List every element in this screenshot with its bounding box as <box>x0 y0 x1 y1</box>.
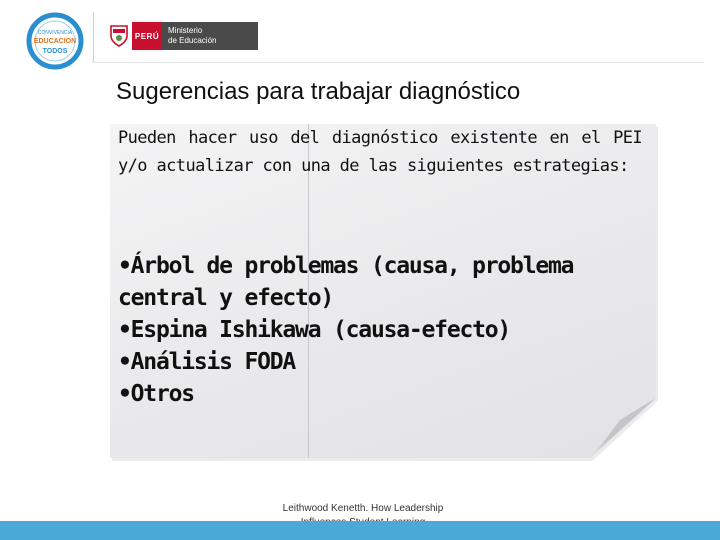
shield-icon <box>106 22 132 50</box>
list-item: •Árbol de problemas (causa, problema central y efecto) <box>118 253 574 311</box>
card-intro-text: Pueden hacer uso del diagnóstico existente en el PEI y/o actualizar con una de las siguientes estrategias: <box>118 128 642 176</box>
header-divider <box>93 12 94 62</box>
header-rule <box>92 62 704 63</box>
peru-label: PERÚ <box>132 22 162 50</box>
footer-bar <box>0 521 720 540</box>
citation-line-1: Leithwood Kenetth. How Leadership <box>282 503 444 514</box>
svg-text:EDUCACION: EDUCACION <box>33 38 77 45</box>
list-item: •Espina Ishikawa (causa-efecto) <box>118 317 511 343</box>
ministerio-line-2: de Educación <box>168 36 217 45</box>
ministerio-line-1: Ministerio <box>168 26 203 35</box>
list-item: •Otros <box>118 381 194 407</box>
svg-text:TODOS: TODOS <box>42 48 68 55</box>
campaign-logo <box>26 12 84 70</box>
ministerio-label <box>162 22 258 50</box>
minedu-logo <box>106 22 258 50</box>
svg-text:CONVIVENCIA: CONVIVENCIA <box>37 30 73 36</box>
list-item: •Análisis FODA <box>118 349 296 375</box>
page-title: Sugerencias para trabajar diagnóstico <box>116 78 521 105</box>
strategy-list <box>118 250 648 410</box>
